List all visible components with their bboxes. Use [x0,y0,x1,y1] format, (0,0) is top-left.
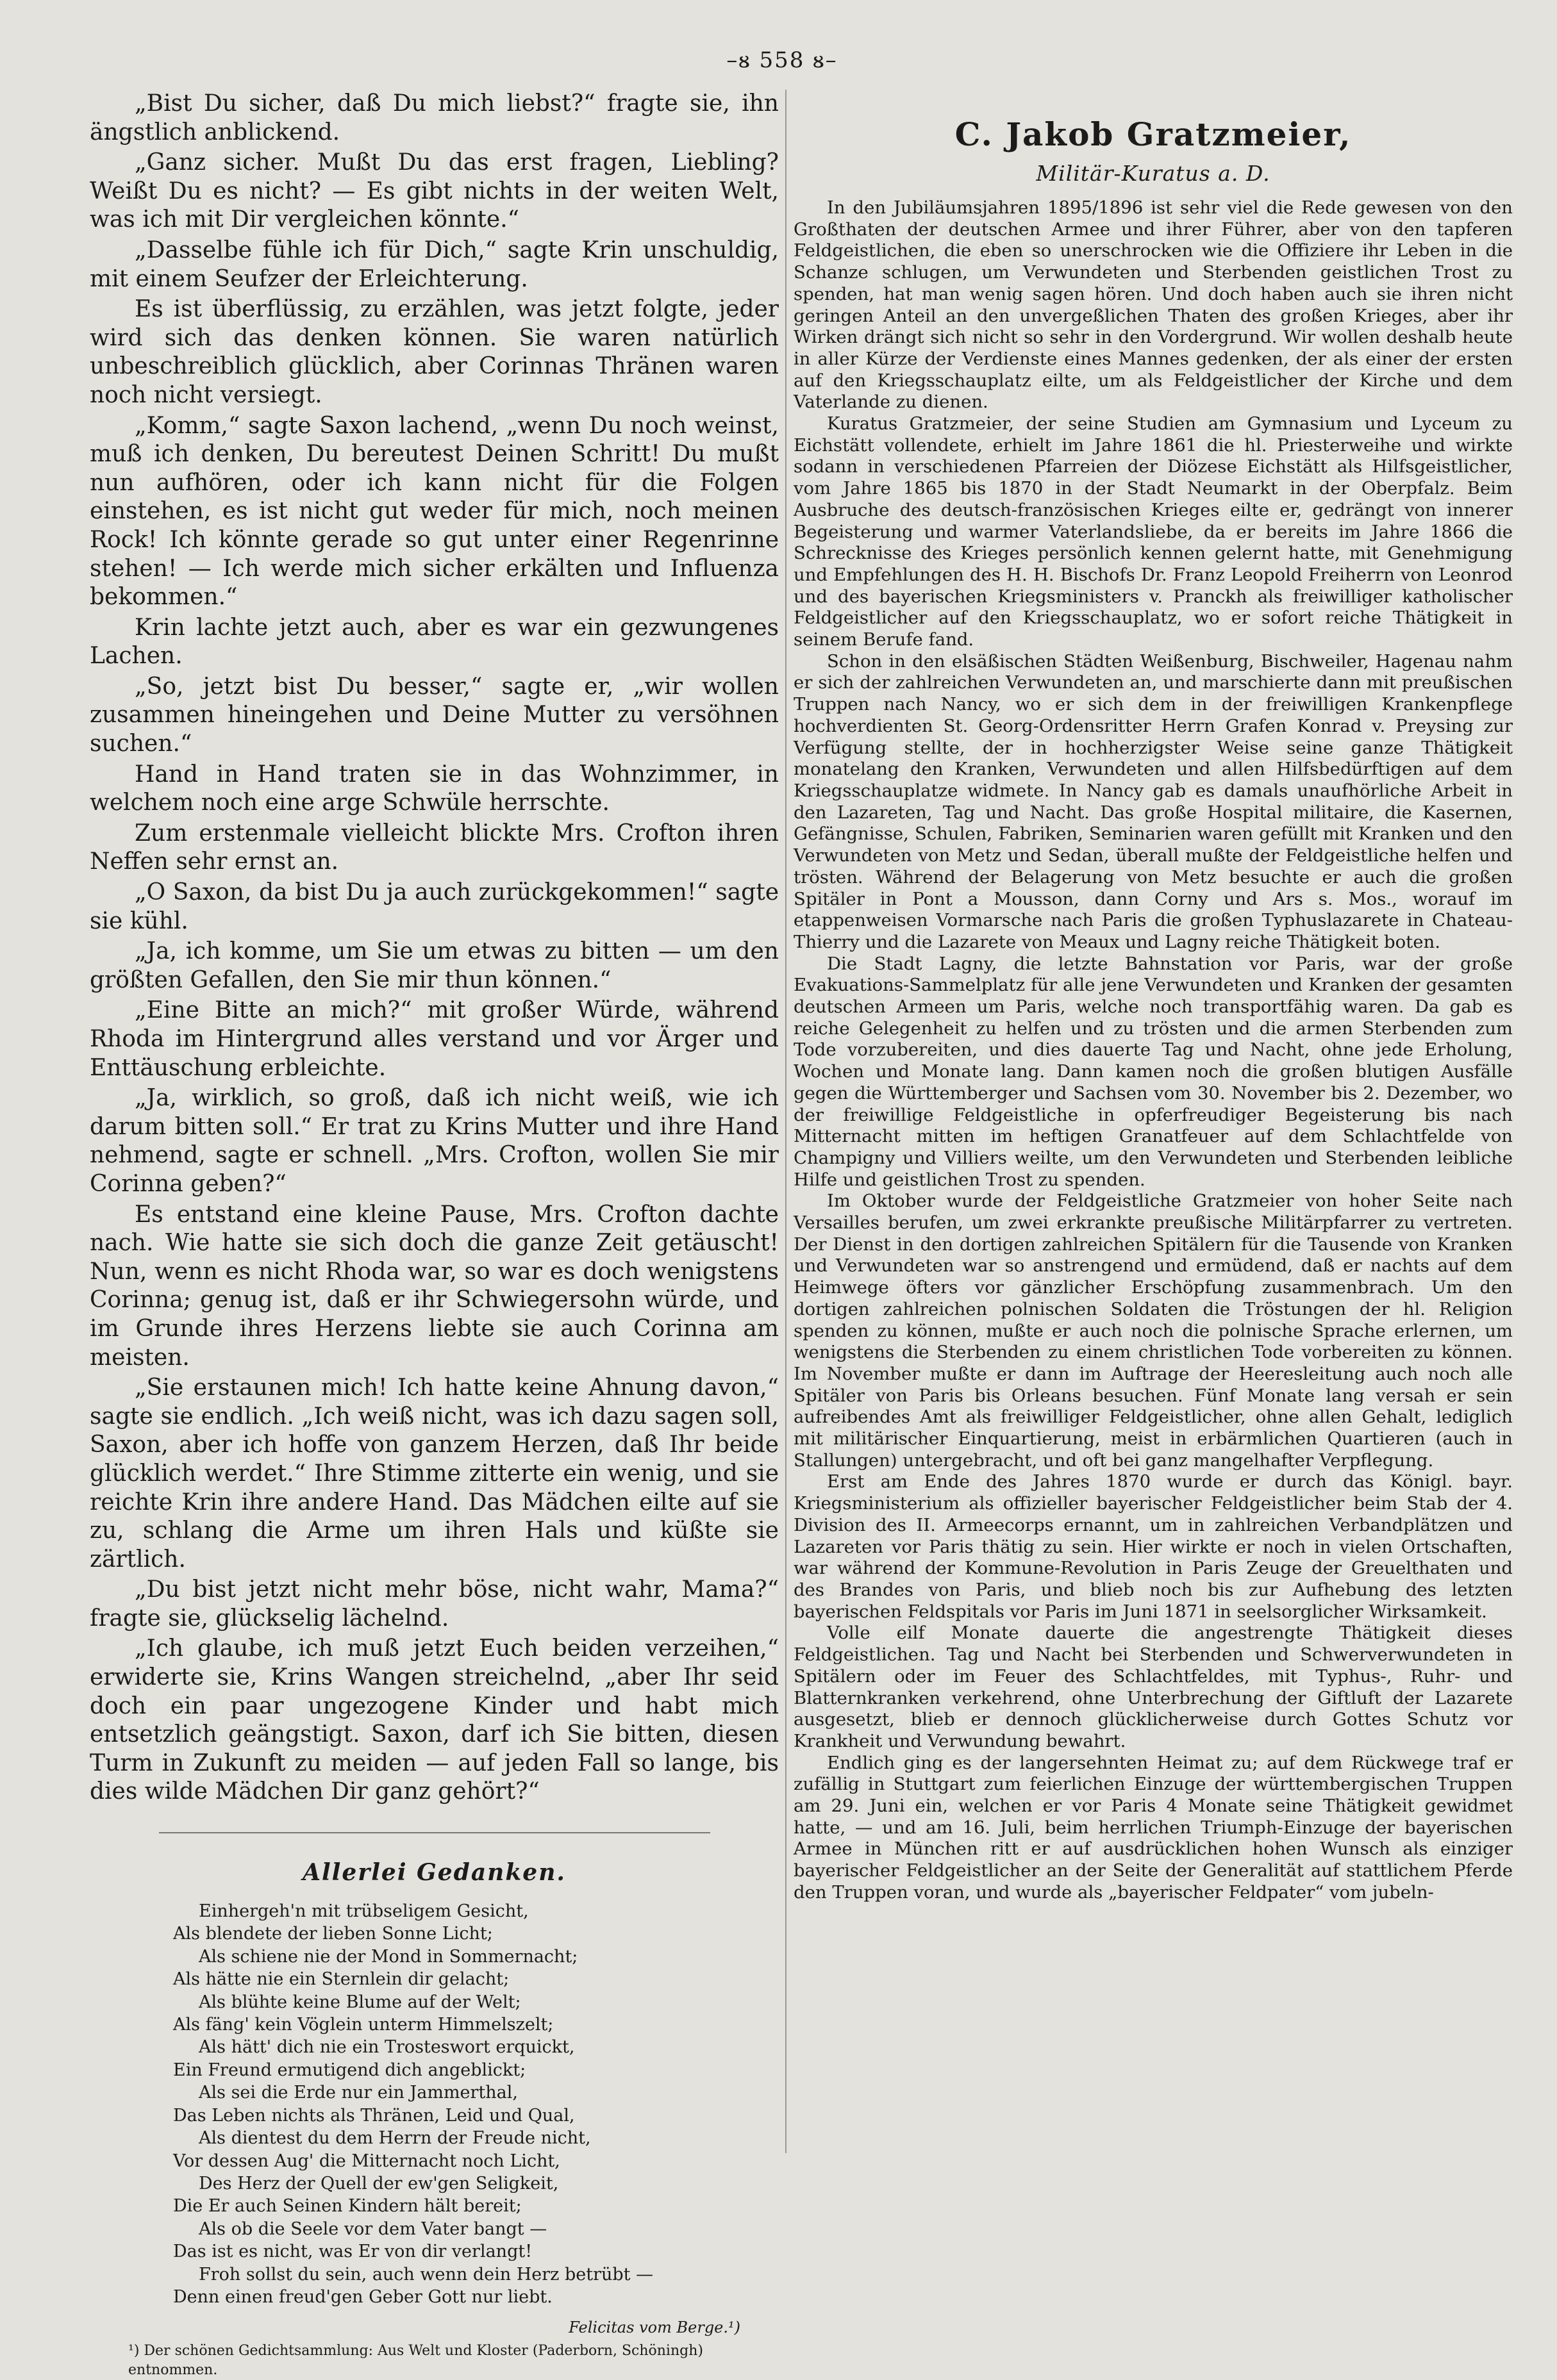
poem-line: Die Er auch Seinen Kindern hält bereit; [173,2196,522,2217]
poem-line: Froh sollst du sein, auch wenn dein Herz betrübt — [199,2264,654,2285]
article-paragraph: In den Jubiläumsjahren 1895/1896 ist sehr viel die Rede gewesen von den Großthaten der deutschen Armee und ihrer Führer, aber von den tapferen Feldgeistlichen, die eben so unerschrocken wie die Offiziere ihr Leben in die Schanze schlugen, um Verwundeten und Sterbenden geistlichen Trost zu spenden, hat man wenig sagen hören. Und doch haben auch sie ihren nicht geringen Anteil an den unvergeßlichen Thaten des großen Krieges, aber ihr Wirken drängt sich nicht so sehr in den Vordergrund. Wir wollen deshalb heute in aller Kürze der Verdienste eines Mannes gedenken, der als einer der ersten auf den Kriegsschauplatz eilte, um als Feldgeistlicher der Kirche und dem Vaterlande zu dienen. [794,197,1513,413]
right-column [794,90,1513,2166]
story-paragraph: Es entstand eine kleine Pause, Mrs. Crofton dachte nach. Wie hatte sie sich doch die ganze Zeit getäuscht! Nun, wenn es nicht Rhoda war, so war es doch wenigstens Corinna; genug ist, daß er ihr Schwiegersohn würde, und im Grunde ihres Herzens liebte sie auch Corinna am meisten. [90,1201,779,1371]
story-paragraph: „Eine Bitte an mich?“ mit großer Würde, während Rhoda im Hintergrund alles verstand und vor Ärger und Enttäuschung erbleichte. [90,997,779,1081]
article-paragraph: Kuratus Gratzmeier, der seine Studien am Gymnasium und Lyceum zu Eichstätt vollendete, erhielt im Jahre 1861 die hl. Priesterweihe und wirkte sodann in verschiedenen Pfarreien der Diözese Eichstätt als Hilfsgeistlicher, vom Jahre 1865 bis 1870 in der Stadt Neumarkt in der Oberpfalz. Beim Ausbruche des deutsch-französischen Krieges eilte er, gedrängt von innerer Begeisterung und warmer Vaterlandsliebe, da er bereits im Jahre 1866 die Schrecknisse des Krieges persönlich kennen gelernt hatte, mit Genehmigung und Empfehlungen des H. H. Bischofs Dr. Franz Leopold Freiherrn von Leonrod und des bayerischen Kriegsministers v. Pranckh als freiwilliger katholischer Feldgeistlicher auf den Kriegsschauplatz, wo er sofort reiche Thätigkeit in seinem Berufe fand. [794,413,1513,650]
story-paragraph: „So, jetzt bist Du besser,“ sagte er, „wir wollen zusammen hineingehen und Deine Mutter zu versöhnen suchen.“ [90,673,779,757]
column-divider [785,90,787,2153]
story-paragraph: „Komm,“ sagte Saxon lachend, „wenn Du noch weinst, muß ich denken, Du bereutest Deinen Schritt! Du mußt nun aufhören, oder ich kann nicht für die Folgen einstehen, es ist nicht gut weder für mich, noch meinen Rock! Ich könnte gerade so gut unter einer Regenrinne stehen! — Ich werde mich sicher erkälten und Influenza bekommen.“ [90,412,779,611]
poem-line: Das Leben nichts als Thränen, Leid und Qual, [173,2105,575,2126]
article-text [794,197,1513,1904]
poem-line: Des Herz der Quell der ew'gen Seligkeit, [199,2173,559,2194]
poem-line: Als sei die Erde nur ein Jammerthal, [199,2083,518,2103]
article-paragraph: Volle eilf Monate dauerte die angestrengte Thätigkeit dieses Feldgeistlichen. Tag und Nacht bei Sterbenden und Schwerverwundeten in Spitälern oder im Feuer des Schlachtfeldes, mit Typhus-, Ruhr- und Blatternkranken verkehrend, ohne Unterbrechung der Giftluft der Lazarete ausgesetzt, blieb er dennoch glücklicherweise durch Gottes Schutz vor Krankheit und Verwundung bewahrt. [794,1623,1513,1751]
footnote: ¹) Der schönen Gedichtsammlung: Aus Welt und Kloster (Paderborn, Schöningh) entnommen. [128,2343,703,2379]
story-paragraph: „Du bist jetzt nicht mehr böse, nicht wahr, Mama?“ fragte sie, glückselig lächelnd. [90,1576,779,1632]
poem-line: Als hätte nie ein Sternlein dir gelacht; [173,1969,510,1990]
poem-line: Als blendete der lieben Sonne Licht; [173,1924,493,1944]
poem-line: Als schiene nie der Mond in Sommernacht; [199,1946,578,1967]
poem-line: Als hätt' dich nie ein Trosteswort erquickt, [199,2037,575,2058]
story-paragraph: „Bist Du sicher, daß Du mich liebst?“ fragte sie, ihn ängstlich anblickend. [90,90,779,145]
left-column [90,90,779,2379]
story-paragraph: Es ist überflüssig, zu erzählen, was jetzt folgte, jeder wird sich das denken können. Sie waren natürlich unbeschreiblich glücklich, aber Corinnas Thränen waren noch nicht versiegt. [90,296,779,408]
article-paragraph: Schon in den elsäßischen Städten Weißenburg, Bischweiler, Hagenau nahm er sich der zahlreichen Verwundeten an, und marschierte dann mit preußischen Truppen nach Nancy, wo er sich dem in der freiwilligen Krankenpflege hochverdienten St. Georg-Ordensritter Herrn Grafen Konrad v. Preysing zur Verfügung stellte, der in hochherzigster Weise seine ganze Thätigkeit monatelang den Kranken, Verwundeten und allen Hilfsbedürftigen auf dem Kriegsschauplatze widmete. In Nancy gab es damals unaufhörliche Arbeit in den Lazareten, Tag und Nacht. Das große Hospital militaire, die Kasernen, Gefängnisse, Schulen, Fabriken, Seminarien waren gefüllt mit Kranken und den Verwundeten von Metz und Sedan, überall mußte der Feldgeistliche helfen und trösten. Während der Belagerung von Metz besuchte er auch die großen Spitäler in Pont a Mousson, dann Corny und Ars s. Mos., worauf im etappenweisen Vormarsche nach Paris die großen Typhuslazarete in Chateau-Thierry und die Lazarete von Meaux und Lagny reiche Thätigkeit boten. [794,650,1513,952]
section-divider [159,1832,710,1833]
story-paragraph: „Sie erstaunen mich! Ich hatte keine Ahnung davon,“ sagte sie endlich. „Ich weiß nicht, was ich dazu sagen soll, Saxon, aber ich hoffe von ganzem Herzen, daß Ihr beide glücklich werdet.“ Ihre Stimme zitterte ein wenig, und sie reichte Krin ihre andere Hand. Das Mädchen eilte auf sie zu, schlang die Arme um ihren Hals und küßte sie zärtlich. [90,1375,779,1573]
poem-line: Vor dessen Aug' die Mitternacht noch Licht, [173,2151,560,2171]
article-paragraph: Die Stadt Lagny, die letzte Bahnstation vor Paris, war der große Evakuations-Sammelplatz für alle jene Verwundeten und Kranken der gesamten deutschen Armeen um Paris, welche noch transportfähig waren. Da gab es reiche Gelegenheit zu helfen und zu trösten und die armen Sterbenden zum Tode vorzubereiten, und dies dauerte Tag und Nacht, ohne jede Erholung, Wochen und Monate lang. Dann kamen noch die großen blutigen Ausfälle gegen die Württemberger und Sachsen vom 30. November bis 2. Dezember, wo der freiwillige Feldgeistliche in opferfreudiger Begeisterung bis nach Mitternacht mitten im heftigen Granatfeuer auf dem Schlachtfelde von Champigny und Villiers weilte, um den Verwundeten und Sterbenden leibliche Hilfe und geistlichen Trost zu spenden. [794,953,1513,1190]
story-paragraph: „Dasselbe fühle ich für Dich,“ sagte Krin unschuldig, mit einem Seufzer der Erleichterung. [90,236,779,292]
story-paragraph: „Ich glaube, ich muß jetzt Euch beiden verzeihen,“ erwiderte sie, Krins Wangen streichelnd, „aber Ihr seid doch ein paar ungezogene Kinder und habt mich entsetzlich geängstigt. Saxon, darf ich Sie bitten, diesen Turm in Zukunft zu meiden — auf jeden Fall so lange, bis dies wilde Mädchen Dir ganz gehört?“ [90,1635,779,1805]
poem-line: Das ist es nicht, was Er von dir verlangt! [173,2242,533,2262]
poem-line: Ein Freund ermutigend dich angeblickt; [173,2060,526,2080]
page-number: –ᴕ 558 ᴕ– [726,47,838,73]
page-number-value: 558 [759,47,805,73]
story-paragraph: Krin lachte jetzt auch, aber es war ein gezwungenes Lachen. [90,614,779,670]
poem-line: Einhergeh'n mit trübseligem Gesicht, [199,1901,529,1922]
poem-signature: Felicitas vom Berge.¹) [569,2318,740,2337]
poem-line: Als blühte keine Blume auf der Welt; [199,1992,521,2012]
story-paragraph: Hand in Hand traten sie in das Wohnzimmer, in welchem noch eine arge Schwüle herrschte. [90,761,779,816]
article-subtitle: Militär-Kuratus a. D. [1036,161,1270,186]
story-paragraph: „O Saxon, da bist Du ja auch zurückgekommen!“ sagte sie kühl. [90,879,779,934]
story-paragraph: „Ganz sicher. Mußt Du das erst fragen, Liebling? Weißt Du es nicht? — Es gibt nichts in der weiten Welt, was ich mit Dir vergleichen könnte.“ [90,149,779,233]
poem-body [173,1900,779,2308]
article-paragraph: Endlich ging es der langersehnten Heimat zu; auf dem Rückwege traf er zufällig in Stuttgart zum feierlichen Einzuge der württembergischen Truppen am 29. Juni ein, welchen er vor Paris 4 Monate seine Thätigkeit gewidmet hatte, — und am 16. Juli, beim herrlichen Triumph-Einzuge der bayerischen Armee in München ritt er auf ausdrücklichen hohen Wunsch als einziger bayerischer Feldgeistlicher an der Seite der Generalität auf stattlichem Pferde den Truppen voran, und wurde als „bayerischer Feldpater“ vom jubeln- [794,1752,1513,1903]
story-text [90,90,779,1806]
article-title: C. Jakob Gratzmeier, [954,115,1352,153]
story-paragraph: Zum erstenmale vielleicht blickte Mrs. Crofton ihren Neffen sehr ernst an. [90,820,779,875]
article-paragraph: Im Oktober wurde der Feldgeistliche Gratzmeier von hoher Seite nach Versailles berufen, um zwei erkrankte preußische Militärpfarrer zu vertreten. Der Dienst in den dortigen zahlreichen Spitälern für die Tausende von Kranken und Verwundeten war so anstrengend und ermüdend, daß er nachts auf dem Heimwege öfters vor gänzlicher Erschöpfung zusammenbrach. Um den dortigen zahlreichen polnischen Soldaten die Tröstungen der hl. Religion spenden zu können, mußte er auch noch die polnische Sprache erlernen, um wenigstens die Sterbenden zu einem christlichen Tode vorbereiten zu können. Im November mußte er dann im Auftrage der Heeresleitung auch noch alle Spitäler von Paris bis Orleans besuchen. Fünf Monate lang versah er sein aufreibendes Amt als freiwilliger Feldgeistlicher, ohne allen Gehalt, lediglich mit militärischer Einquartierung, meist in erbärmlichen Quartieren (auch in Stallungen) untergebracht, und oft bei ganz mangelhafter Verpflegung. [794,1191,1513,1471]
poem-title: Allerlei Gedanken. [303,1859,566,1887]
story-paragraph: „Ja, ich komme, um Sie um etwas zu bitten — um den größten Gefallen, den Sie mir thun können.“ [90,938,779,993]
story-paragraph: „Ja, wirklich, so groß, daß ich nicht weiß, wie ich darum bitten soll.“ Er trat zu Krins Mutter und ihre Hand nehmend, sagte er schnell. „Mrs. Crofton, wollen Sie mir Corinna geben?“ [90,1085,779,1197]
article-paragraph: Erst am Ende des Jahres 1870 wurde er durch das Königl. bayr. Kriegsministerium als offizieller bayerischer Feldgeistlicher beim Stab der 4. Division des II. Armeecorps ernannt, um in zahlreichen Verbandplätzen und Lazareten vor Paris thätig zu sein. Hier wirkte er noch in vielen Ortschaften, war während der Kommune-Revolution in Paris Zeuge der Greuelthaten und des Brandes von Paris, und blieb noch bis zur Aufhebung des letzten bayerischen Feldspitals vor Paris im Juni 1871 in seelsorglicher Wirksamkeit. [794,1471,1513,1622]
poem-line: Denn einen freud'gen Geber Gott nur liebt. [173,2286,553,2307]
poem-line: Als ob die Seele vor dem Vater bangt — [199,2219,547,2239]
poem-line: Als fäng' kein Vöglein unterm Himmelszelt; [173,2015,554,2035]
poem-line: Als dientest du dem Herrn der Freude nicht, [199,2128,591,2149]
